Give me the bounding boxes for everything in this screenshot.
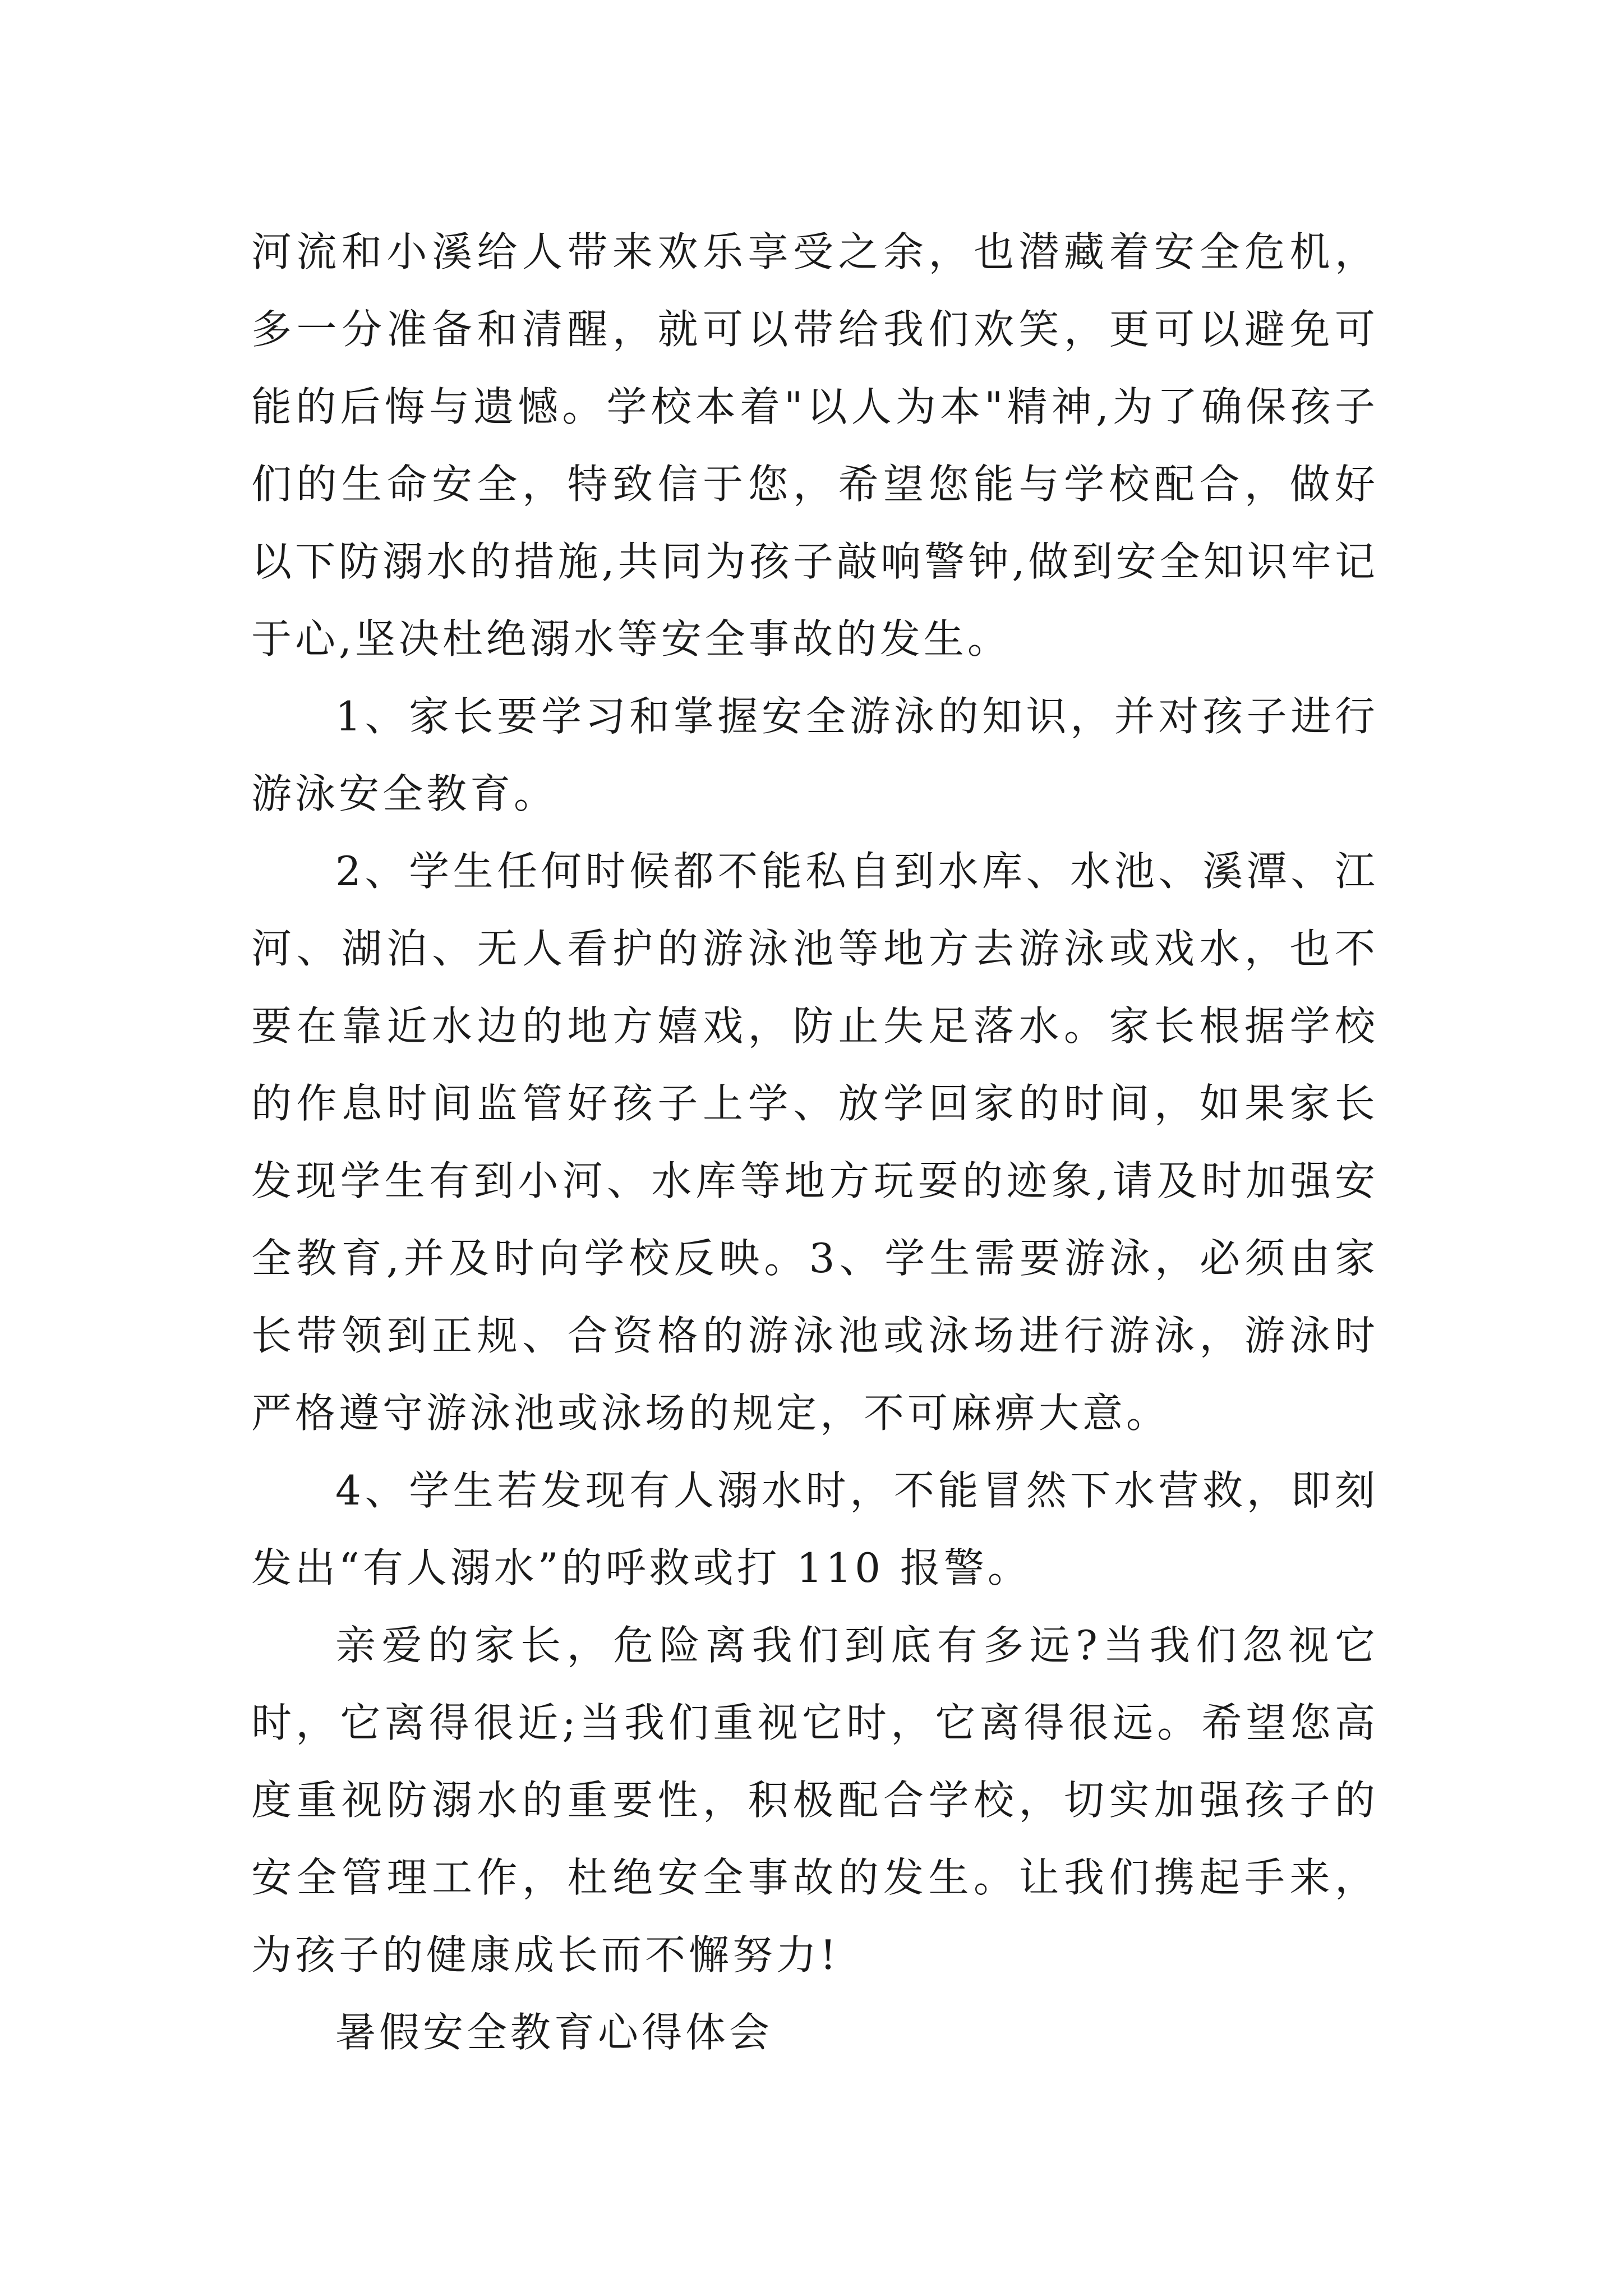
document-body bbox=[251, 213, 1378, 2071]
paragraph-item-1: 1、家长要学习和掌握安全游泳的知识，并对孩子进行游泳安全教育。 bbox=[251, 693, 1378, 817]
paragraph-intro: 河流和小溪给人带来欢乐享受之余，也潜藏着安全危机，多一分准备和清醒，就可以带给我们欢笑，更可以避免可能的后悔与遗憾。学校本着"以人为本"精神,为了确保孩子们的生命安全，特致信于您，希望您能与学校配合，做好以下防溺水的措施,共同为孩子敲响警钟,做到安全知识牢记于心,坚决杜绝溺水等安全事故的发生。 bbox=[251, 228, 1378, 662]
section-heading: 暑假安全教育心得体会 bbox=[335, 2009, 773, 2056]
paragraph-item-4: 4、学生若发现有人溺水时，不能冒然下水营救，即刻发出“有人溺水”的呼救或打 110 报警。 bbox=[251, 1467, 1378, 1591]
paragraph-item-2-3: 2、学生任何时候都不能私自到水库、水池、溪潭、江河、湖泊、无人看护的游泳池等地方去游泳或戏水，也不要在靠近水边的地方嬉戏，防止失足落水。家长根据学校的作息时间监管好孩子上学、放学回家的时间，如果家长发现学生有到小河、水库等地方玩耍的迹象,请及时加强安全教育,并及时向学校反映。3、学生需要游泳，必须由家长带领到正规、合资格的游泳池或泳场进行游泳，游泳时严格遵守游泳池或泳场的规定，不可麻痹大意。 bbox=[251, 848, 1378, 1437]
paragraph-closing: 亲爱的家长，危险离我们到底有多远?当我们忽视它时，它离得很近;当我们重视它时，它离得很远。希望您高度重视防溺水的重要性，积极配合学校，切实加强孩子的安全管理工作，杜绝安全事故的发生。让我们携起手来，为孩子的健康成长而不懈努力! bbox=[251, 1622, 1378, 1978]
